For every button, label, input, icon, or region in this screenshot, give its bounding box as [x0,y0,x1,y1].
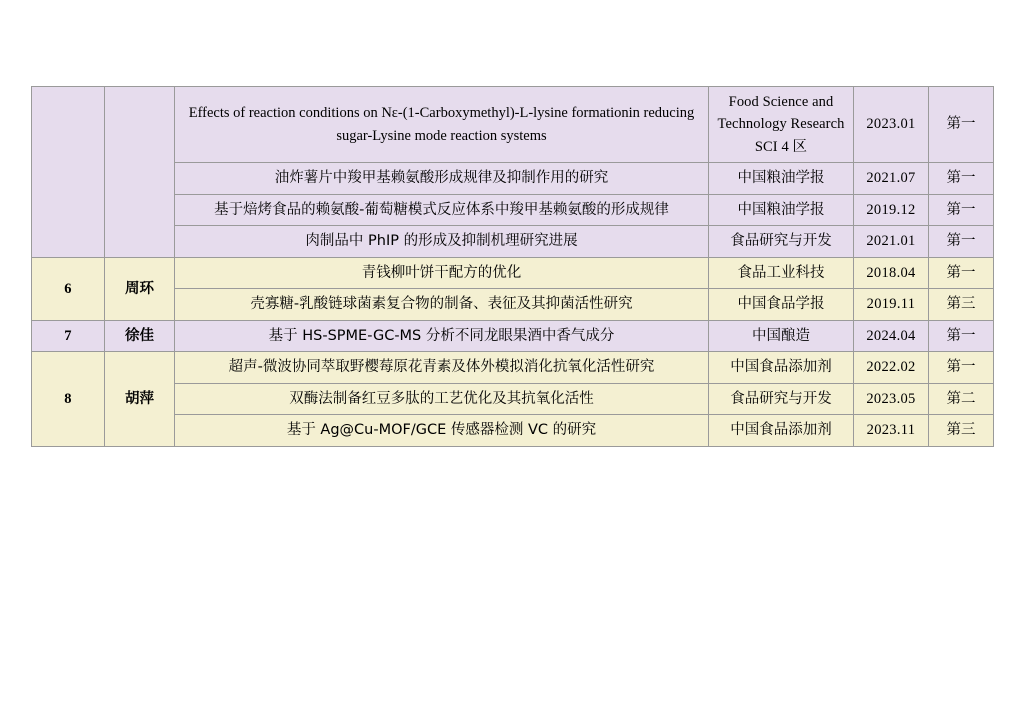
table-row [32,257,994,288]
journal-name: 中国粮油学报 [709,194,854,225]
publish-date: 2024.04 [854,320,929,351]
paper-title: 油炸薯片中羧甲基赖氨酸形成规律及抑制作用的研究 [175,163,709,194]
row-number-cell: 7 [32,320,105,351]
author-rank: 第一 [929,163,994,194]
journal-name: 食品研究与开发 [709,226,854,257]
author-name-cell: 周环 [105,257,175,320]
paper-title: 壳寡糖-乳酸链球菌素复合物的制备、表征及其抑菌活性研究 [175,289,709,320]
paper-title: 基于 Ag@Cu-MOF/GCE 传感器检测 VC 的研究 [175,415,709,446]
author-rank: 第一 [929,226,994,257]
paper-title: 基于 HS-SPME-GC-MS 分析不同龙眼果酒中香气成分 [175,320,709,351]
publish-date: 2023.11 [854,415,929,446]
paper-title: 基于焙烤食品的赖氨酸-葡萄糖模式反应体系中羧甲基赖氨酸的形成规律 [175,194,709,225]
paper-title: 超声-微波协同萃取野樱莓原花青素及体外模拟消化抗氧化活性研究 [175,352,709,383]
author-rank: 第二 [929,383,994,414]
author-rank: 第一 [929,257,994,288]
paper-title: 青钱柳叶饼干配方的优化 [175,257,709,288]
paper-title: 双酶法制备红豆多肽的工艺优化及其抗氧化活性 [175,383,709,414]
publish-date: 2019.12 [854,194,929,225]
table-row [32,226,994,257]
author-rank: 第一 [929,194,994,225]
journal-name: 中国食品添加剂 [709,415,854,446]
table-row [32,163,994,194]
journal-name: 中国食品学报 [709,289,854,320]
publish-date: 2021.01 [854,226,929,257]
table-row [32,194,994,225]
table-row [32,415,994,446]
author-rank: 第三 [929,289,994,320]
paper-title: 肉制品中 PhIP 的形成及抑制机理研究进展 [175,226,709,257]
author-name-cell [105,87,175,258]
publish-date: 2019.11 [854,289,929,320]
author-rank: 第一 [929,87,994,163]
table-row [32,87,994,163]
journal-name: 中国粮油学报 [709,163,854,194]
author-rank: 第一 [929,352,994,383]
publications-table [31,86,994,447]
row-number-cell: 8 [32,352,105,446]
journal-name: 食品工业科技 [709,257,854,288]
table-row [32,352,994,383]
author-name-cell: 徐佳 [105,320,175,351]
author-rank: 第一 [929,320,994,351]
table-row [32,320,994,351]
row-number-cell [32,87,105,258]
publish-date: 2021.07 [854,163,929,194]
journal-name: 中国酿造 [709,320,854,351]
publish-date: 2022.02 [854,352,929,383]
author-rank: 第三 [929,415,994,446]
publish-date: 2023.01 [854,87,929,163]
author-name-cell: 胡萍 [105,352,175,446]
journal-name: 食品研究与开发 [709,383,854,414]
paper-title: Effects of reaction conditions on Nε-(1-Carboxymethyl)-L-lysine formationin reducing sugar-Lysine mode reaction systems [175,87,709,163]
publish-date: 2023.05 [854,383,929,414]
table-row [32,383,994,414]
journal-name: Food Science and Technology Research SCI 4 区 [709,87,854,163]
table-row [32,289,994,320]
journal-name: 中国食品添加剂 [709,352,854,383]
publish-date: 2018.04 [854,257,929,288]
row-number-cell: 6 [32,257,105,320]
